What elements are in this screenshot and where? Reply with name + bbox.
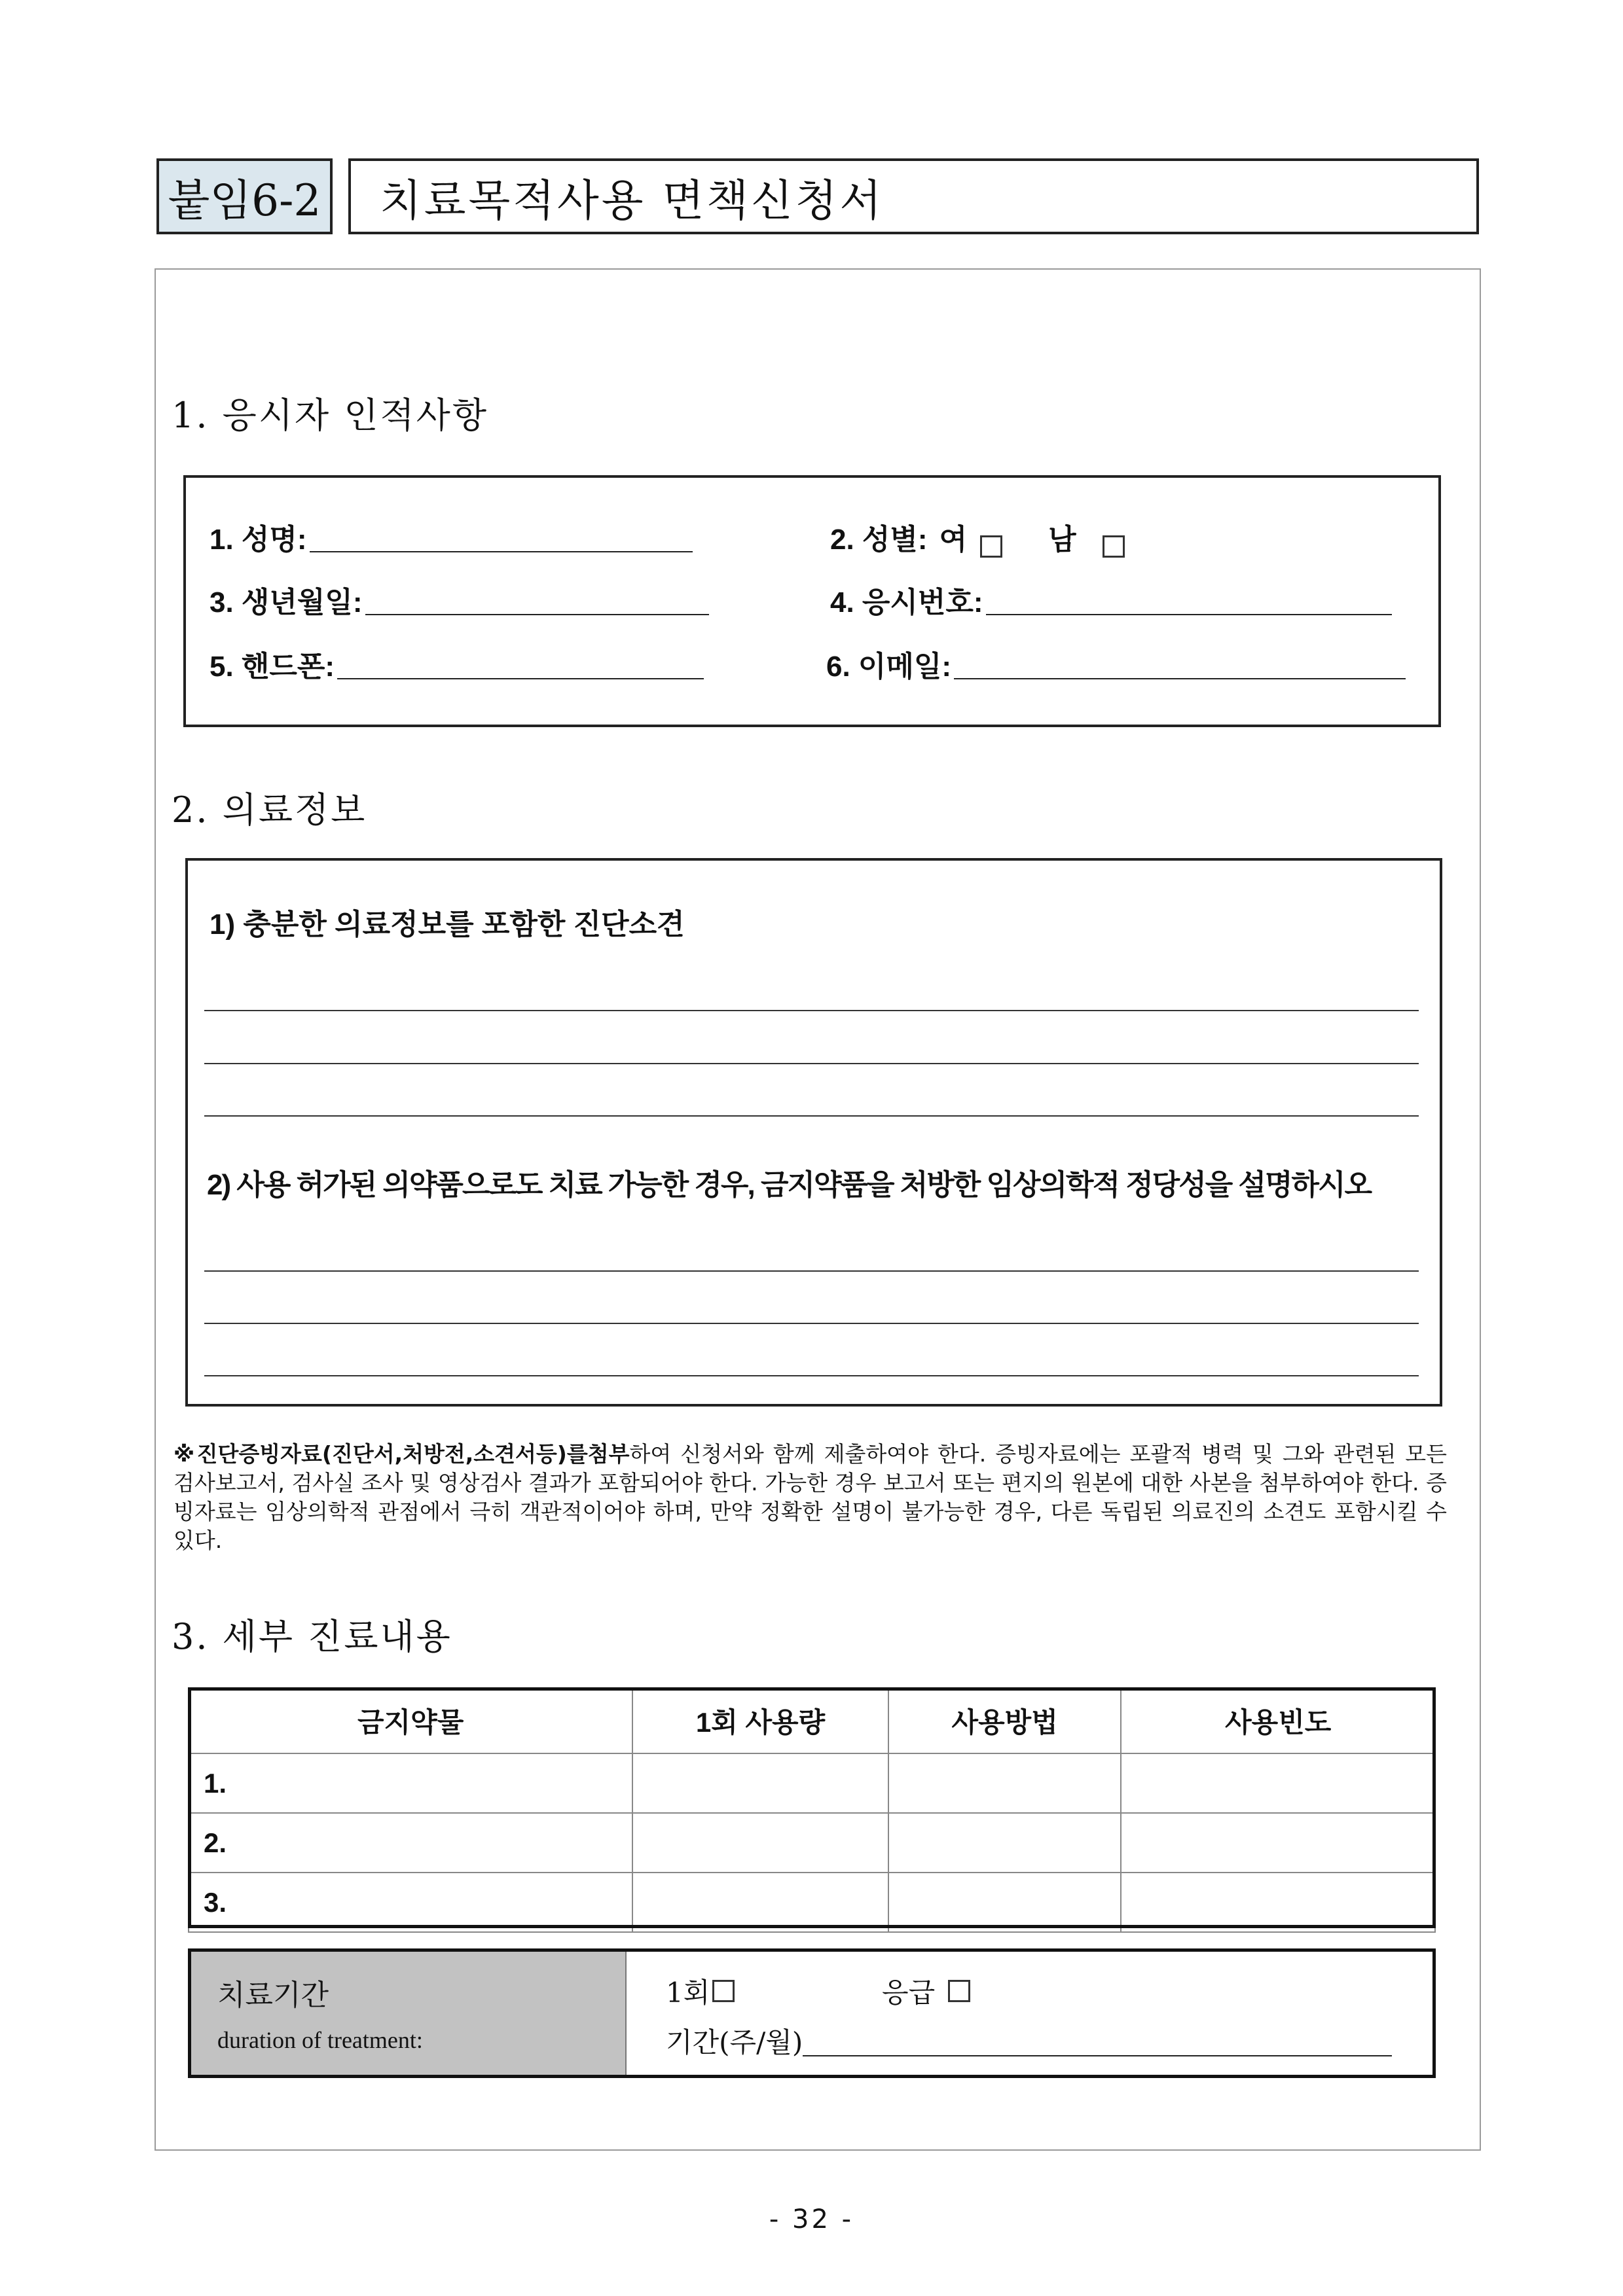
emergency-label: 응급 [882, 1977, 936, 2009]
table-cell[interactable] [888, 1813, 1122, 1873]
column-header: 사용방법 [888, 1688, 1122, 1753]
once-option[interactable] [666, 1971, 748, 2011]
answer-1-line-2[interactable] [204, 1063, 1419, 1064]
column-header: 금지약물 [189, 1688, 632, 1753]
note-text: 하여 신청서와 함께 제출하여야 한다. 증빙자료에는 포괄적 병력 및 그와 관련된 모든 검사보고서, 검사실 조사 및 영상검사 결과가 포함되어야 한다. 가능한 경우 보고서 또는 편지의 원본에 대한 사본을 첨부하여야 한다. 증빙자료는 임상의학적 관점에서 극히 객관적이어야 하며, 만약 정확한 설명이 불가능한 경우, 다른 독립된 의료진의 소견도 포함시킬 수 있다. [173, 1441, 1447, 1553]
note-mark: ※ [173, 1441, 197, 1467]
phone-label: 5. 핸드폰: [210, 651, 335, 683]
table-cell[interactable] [888, 1873, 1122, 1932]
email-field[interactable] [826, 643, 1406, 685]
table-row [189, 1873, 1435, 1932]
table-cell[interactable] [632, 1753, 888, 1813]
phone-field[interactable] [210, 643, 704, 685]
table-cell[interactable] [1121, 1813, 1435, 1873]
period-field[interactable] [666, 2021, 1392, 2060]
duration-input-cell [627, 1952, 1432, 2075]
duration-label-ko: 치료기간 [217, 1979, 329, 2012]
table-cell[interactable] [632, 1873, 888, 1932]
row-number[interactable]: 1. [189, 1753, 632, 1813]
once-checkbox[interactable] [712, 1980, 735, 2002]
duration-label-en: duration of treatment: [217, 2027, 423, 2053]
attachment-note [173, 1440, 1447, 1555]
male-label: 남 [1048, 524, 1076, 556]
table-cell[interactable] [1121, 1873, 1435, 1932]
row-number[interactable]: 3. [189, 1873, 632, 1932]
emergency-checkbox[interactable] [948, 1980, 970, 2002]
attachment-tag [156, 158, 333, 234]
column-header: 1회 사용량 [632, 1688, 888, 1753]
answer-1-line-3[interactable] [204, 1115, 1419, 1117]
phone-line[interactable] [337, 678, 704, 679]
treatment-detail-table [188, 1687, 1436, 1933]
section3-heading: 3. 세부 진료내용 [172, 1616, 452, 1657]
question-2: 2) 사용 허가된 의약품으로도 치료 가능한 경우, 금지약품을 처방한 임상의학적 정당성을 설명하시오 [207, 1169, 1371, 1201]
answer-2-line-2[interactable] [204, 1323, 1419, 1324]
answer-2-line-1[interactable] [204, 1270, 1419, 1272]
table-header-row [189, 1688, 1435, 1753]
birth-label: 3. 생년월일: [210, 586, 363, 619]
gender-field [830, 516, 1138, 558]
column-header: 사용빈도 [1121, 1688, 1435, 1753]
name-line[interactable] [310, 551, 693, 552]
exam-number-label: 4. 응시번호: [830, 586, 983, 619]
emergency-option[interactable] [882, 1971, 983, 2011]
female-checkbox[interactable] [980, 535, 1002, 558]
name-field[interactable] [210, 516, 693, 558]
table-cell[interactable] [632, 1813, 888, 1873]
answer-1-line-1[interactable] [204, 1010, 1419, 1011]
page-number: - 32 - [769, 2204, 854, 2234]
male-checkbox[interactable] [1103, 535, 1125, 558]
female-label: 여 [939, 524, 968, 556]
duration-label-cell [191, 1952, 627, 2075]
table-row [189, 1813, 1435, 1873]
question-1: 1) 충분한 의료정보를 포함한 진단소견 [210, 908, 685, 941]
row-number[interactable]: 2. [189, 1813, 632, 1873]
email-label: 6. 이메일: [826, 651, 952, 683]
period-label: 기간(주/월) [666, 2026, 803, 2058]
attachment-tag-text: 붙임6-2 [168, 175, 321, 226]
gender-label: 2. 성별: [830, 524, 928, 556]
email-line[interactable] [954, 678, 1406, 679]
document-title-text: 치료목적사용 면책신청서 [380, 175, 884, 226]
table-row [189, 1753, 1435, 1813]
period-line[interactable] [803, 2055, 1392, 2056]
note-bold: 진단증빙자료(진단서,처방전,소견서등)를첨부 [196, 1441, 630, 1467]
treatment-duration-box [188, 1948, 1436, 2078]
answer-2-line-3[interactable] [204, 1375, 1419, 1376]
exam-number-field[interactable] [830, 579, 1392, 620]
once-label: 1회 [666, 1977, 710, 2009]
birth-field[interactable] [210, 579, 709, 620]
table-cell[interactable] [1121, 1753, 1435, 1813]
document-title [348, 158, 1479, 234]
section2-heading: 2. 의료정보 [172, 789, 367, 831]
name-label: 1. 성명: [210, 524, 307, 556]
birth-line[interactable] [365, 614, 709, 615]
section1-heading: 1. 응시자 인적사항 [172, 395, 488, 436]
exam-number-line[interactable] [986, 614, 1392, 615]
table-cell[interactable] [888, 1753, 1122, 1813]
